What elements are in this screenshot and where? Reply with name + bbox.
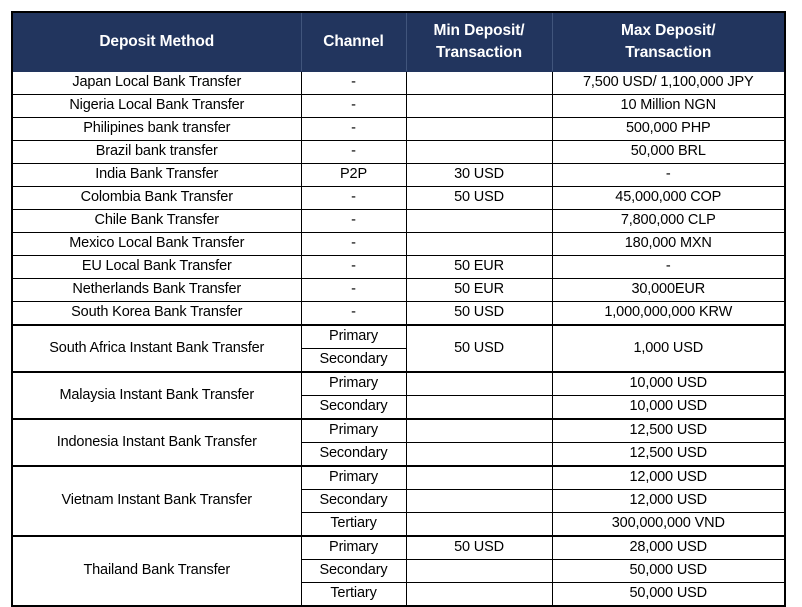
cell-max-deposit: 30,000EUR bbox=[552, 279, 785, 302]
column-header-max-deposit-line2: Transaction bbox=[625, 44, 712, 61]
cell-min-deposit bbox=[406, 118, 552, 141]
cell-max-deposit: 12,000 USD bbox=[552, 466, 785, 490]
cell-min-deposit: 50 USD bbox=[406, 302, 552, 326]
cell-method: South Korea Bank Transfer bbox=[12, 302, 301, 326]
cell-min-deposit bbox=[406, 560, 552, 583]
cell-min-deposit bbox=[406, 396, 552, 420]
cell-channel: Secondary bbox=[301, 349, 406, 373]
cell-max-deposit: 45,000,000 COP bbox=[552, 187, 785, 210]
cell-min-deposit: 50 USD bbox=[406, 325, 552, 372]
cell-method: India Bank Transfer bbox=[12, 164, 301, 187]
cell-channel: Primary bbox=[301, 466, 406, 490]
cell-min-deposit: 50 EUR bbox=[406, 279, 552, 302]
table-header bbox=[12, 12, 785, 72]
cell-min-deposit bbox=[406, 210, 552, 233]
cell-method: Thailand Bank Transfer bbox=[12, 536, 301, 606]
cell-min-deposit bbox=[406, 233, 552, 256]
cell-channel: Primary bbox=[301, 419, 406, 443]
cell-min-deposit bbox=[406, 583, 552, 607]
table-row bbox=[12, 419, 785, 443]
table-row bbox=[12, 372, 785, 396]
cell-method: Nigeria Local Bank Transfer bbox=[12, 95, 301, 118]
cell-max-deposit: - bbox=[552, 164, 785, 187]
cell-channel: P2P bbox=[301, 164, 406, 187]
table-row bbox=[12, 187, 785, 210]
cell-min-deposit: 50 USD bbox=[406, 187, 552, 210]
cell-channel: - bbox=[301, 279, 406, 302]
column-header-channel bbox=[301, 12, 406, 72]
column-header-min-deposit-line1: Min Deposit/ bbox=[433, 21, 525, 39]
cell-channel: - bbox=[301, 233, 406, 256]
cell-min-deposit bbox=[406, 466, 552, 490]
cell-max-deposit: 28,000 USD bbox=[552, 536, 785, 560]
cell-min-deposit: 50 USD bbox=[406, 536, 552, 560]
cell-method: EU Local Bank Transfer bbox=[12, 256, 301, 279]
cell-method: Colombia Bank Transfer bbox=[12, 187, 301, 210]
cell-channel: - bbox=[301, 141, 406, 164]
cell-channel: - bbox=[301, 72, 406, 95]
cell-max-deposit: 10,000 USD bbox=[552, 372, 785, 396]
table-body bbox=[12, 72, 785, 607]
cell-min-deposit bbox=[406, 490, 552, 513]
cell-min-deposit bbox=[406, 443, 552, 467]
cell-channel: Primary bbox=[301, 325, 406, 349]
cell-max-deposit: 50,000 USD bbox=[552, 560, 785, 583]
cell-method: Japan Local Bank Transfer bbox=[12, 72, 301, 95]
column-header-max-deposit bbox=[552, 12, 785, 72]
table-row bbox=[12, 141, 785, 164]
cell-max-deposit: 50,000 BRL bbox=[552, 141, 785, 164]
cell-max-deposit: 500,000 PHP bbox=[552, 118, 785, 141]
cell-channel: - bbox=[301, 302, 406, 326]
cell-min-deposit bbox=[406, 72, 552, 95]
table-row bbox=[12, 164, 785, 187]
cell-min-deposit bbox=[406, 95, 552, 118]
cell-channel: Secondary bbox=[301, 396, 406, 420]
cell-max-deposit: 50,000 USD bbox=[552, 583, 785, 607]
table-row bbox=[12, 95, 785, 118]
column-header-min-deposit bbox=[406, 12, 552, 72]
column-header-max-deposit-line1: Max Deposit/ bbox=[621, 21, 716, 39]
table-header-row bbox=[12, 12, 785, 72]
table-row bbox=[12, 256, 785, 279]
cell-min-deposit: 30 USD bbox=[406, 164, 552, 187]
cell-max-deposit: 1,000 USD bbox=[552, 325, 785, 372]
table-row bbox=[12, 325, 785, 349]
cell-channel: - bbox=[301, 95, 406, 118]
table-row bbox=[12, 536, 785, 560]
column-header-deposit-method-line1: Deposit Method bbox=[99, 32, 215, 50]
cell-channel: Secondary bbox=[301, 490, 406, 513]
cell-max-deposit: 180,000 MXN bbox=[552, 233, 785, 256]
cell-channel: Primary bbox=[301, 536, 406, 560]
table-row bbox=[12, 233, 785, 256]
cell-method: Vietnam Instant Bank Transfer bbox=[12, 466, 301, 536]
cell-max-deposit: 10,000 USD bbox=[552, 396, 785, 420]
cell-method: South Africa Instant Bank Transfer bbox=[12, 325, 301, 372]
cell-min-deposit: 50 EUR bbox=[406, 256, 552, 279]
table-row bbox=[12, 210, 785, 233]
cell-max-deposit: 12,000 USD bbox=[552, 490, 785, 513]
cell-channel: - bbox=[301, 118, 406, 141]
cell-method: Indonesia Instant Bank Transfer bbox=[12, 419, 301, 466]
table-row bbox=[12, 72, 785, 95]
cell-min-deposit bbox=[406, 141, 552, 164]
cell-max-deposit: 7,800,000 CLP bbox=[552, 210, 785, 233]
cell-max-deposit: - bbox=[552, 256, 785, 279]
cell-method: Brazil bank transfer bbox=[12, 141, 301, 164]
cell-method: Malaysia Instant Bank Transfer bbox=[12, 372, 301, 419]
deposit-limits-table-container bbox=[11, 11, 786, 602]
cell-channel: - bbox=[301, 256, 406, 279]
cell-max-deposit: 300,000,000 VND bbox=[552, 513, 785, 537]
cell-channel: Tertiary bbox=[301, 583, 406, 607]
deposit-limits-table bbox=[11, 11, 786, 607]
cell-method: Netherlands Bank Transfer bbox=[12, 279, 301, 302]
column-header-channel-line1: Channel bbox=[323, 32, 384, 50]
table-row bbox=[12, 279, 785, 302]
cell-method: Philipines bank transfer bbox=[12, 118, 301, 141]
cell-method: Chile Bank Transfer bbox=[12, 210, 301, 233]
table-row bbox=[12, 466, 785, 490]
cell-channel: - bbox=[301, 187, 406, 210]
cell-max-deposit: 1,000,000,000 KRW bbox=[552, 302, 785, 326]
cell-channel: - bbox=[301, 210, 406, 233]
table-row bbox=[12, 118, 785, 141]
cell-channel: Secondary bbox=[301, 560, 406, 583]
cell-min-deposit bbox=[406, 419, 552, 443]
cell-max-deposit: 10 Million NGN bbox=[552, 95, 785, 118]
cell-method: Mexico Local Bank Transfer bbox=[12, 233, 301, 256]
column-header-deposit-method bbox=[12, 12, 301, 72]
cell-max-deposit: 12,500 USD bbox=[552, 419, 785, 443]
column-header-min-deposit-line2: Transaction bbox=[436, 44, 522, 61]
cell-max-deposit: 7,500 USD/ 1,100,000 JPY bbox=[552, 72, 785, 95]
table-row bbox=[12, 302, 785, 326]
cell-channel: Secondary bbox=[301, 443, 406, 467]
cell-max-deposit: 12,500 USD bbox=[552, 443, 785, 467]
cell-min-deposit bbox=[406, 513, 552, 537]
cell-channel: Tertiary bbox=[301, 513, 406, 537]
cell-channel: Primary bbox=[301, 372, 406, 396]
cell-min-deposit bbox=[406, 372, 552, 396]
